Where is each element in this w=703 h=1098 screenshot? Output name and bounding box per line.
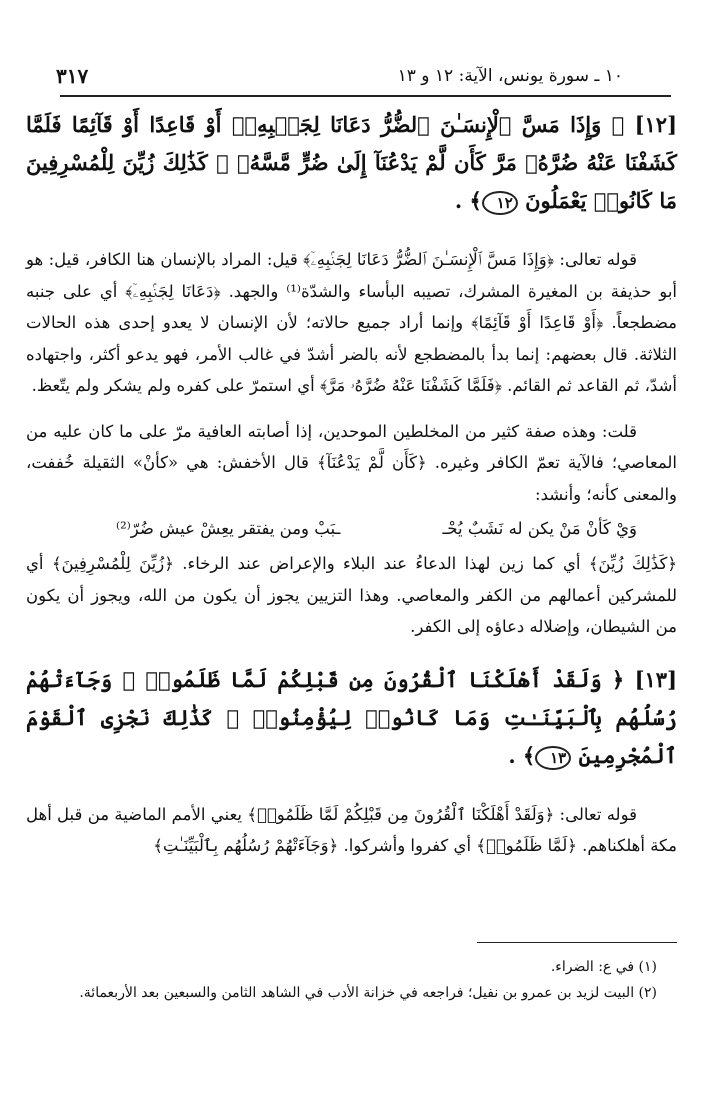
footnote: (٢) البيت لزيد بن عمرو بن نفيل؛ فراجعه في خزانة الأدب في الشاهد الثامن والسبعين بعد الأربعمائة.: [79, 985, 657, 1001]
commentary-paragraph: قلت: وهذه صفة كثير من المخلطين الموحدين، إذا أصابته العافية مرّ على ما كان عليه من المعاصي؛ فالآية تعمّ الكافر وغيره. ﴿كَأَن لَّمْ يَدْعُنَآ﴾ قال الأخفش: هي «كأنْ» الثقيلة خُففت، والمعنى كأنه؛ وأنشد:: [26, 421, 677, 504]
commentary-paragraph: قوله تعالى: ﴿وَإِذَا مَسَّ ٱلْإِنسَـٰنَ ٱلضُّرُّ دَعَانَا لِجَنۢبِهِۦٓ﴾ قيل: المراد بالإنسان هنا الكافر، قيل: هو أبو حذيفة بن المغيرة المشرك، تصيبه البأساء والشدّة⁽¹⁾ والجهد. ﴿دَعَانَا لِجَنۢبِهِۦٓ﴾ أي على جنبه مضطجعاً. ﴿أَوْ قَاعِدًا أَوْ قَآئِمًا﴾ وإنما أراد جميع حالاته؛ لأن الإنسان لا يعدو إحدى هذه الحالات الثلاثة. قال بعضهم: إنما بدأ بالمضطجع لأنه بالضر أشدّ في غالب الأمر، فهو يدعو أكثر، واجتهاده أشدّ، ثم القاعد ثم القائم. ﴿فَلَمَّا كَشَفْنَا عَنْهُ ضُرَّهُۥ مَرَّ﴾ أي استمرّ على كفره ولم يشكر ولم يتّعظ.: [26, 250, 678, 395]
commentary-paragraph: ﴿كَذَٰلِكَ زُيِّنَ﴾ أي كما زين لهذا الدعاءُ عند البلاء والإعراض عند الرخاء. ﴿زُيِّنَ لِلْمُسْرِفِينَ﴾ أي للمشركين أعمالهم من الكفر والمعاصي. وهذا التزيين يجوز أن يكون من الله، ويجوز أن يكون من الشيطان، وإضلاله دعاؤه إلى الكفر.: [26, 554, 677, 636]
verse-text: ﴿ وَلَقَدْ أَهْلَكْنَا ٱلْقُرُونَ مِن قَبْلِكُمْ لَمَّا ظَلَمُوا۟ ۙ وَجَآءَتْهُمْ رُسُلُهُم بِٱلْبَيِّنَـٰتِ وَمَا كَانُوا۟ لِيُؤْمِنُوا۟ ۚ كَذَٰلِكَ نَجْزِى ٱلْقَوْمَ ٱلْمُجْرِمِينَ: [26, 666, 677, 768]
verse-close: ﴾ .: [508, 742, 536, 768]
page-content: [26, 106, 677, 862]
page-number: ٣١٧: [56, 64, 89, 88]
poem-first-hemistich: وَيْ كَأنْ مَنْ يكن له نَشَبٌ يُحْـ: [442, 519, 637, 538]
verse-close: ﴾ .: [454, 188, 482, 213]
verse-end-mark: ١٣: [535, 746, 571, 770]
verse-number: [١٢]: [634, 112, 677, 137]
footnote: (١) في ع: الضراء.: [550, 959, 657, 975]
verse-number: [١٣]: [634, 666, 678, 692]
verse-text: ﴿ وَإِذَا مَسَّ ٱلْإِنسَـٰنَ ٱلضُّرُّ دَعَانَا لِجَنۢبِهِۦٓ أَوْ قَاعِدًا أَوْ قَآئِمًا فَلَمَّا كَشَفْنَا عَنْهُ ضُرَّهُۥ مَرَّ كَأَن لَّمْ يَدْعُنَآ إِلَىٰ ضُرٍّ مَّسَّهُۥ ۚ كَذَٰلِكَ زُيِّنَ لِلْمُسْرِفِينَ مَا كَانُوا۟ يَعْمَلُونَ: [26, 112, 677, 213]
verse-13: [26, 661, 677, 775]
poem-second-hemistich: ـبَبْ ومن يفتقر يعِشْ عيش ضُرّ⁽²⁾: [116, 519, 341, 538]
commentary-paragraph: قوله تعالى: ﴿وَلَقَدْ أَهْلَكْنَا ٱلْقُرُونَ مِن قَبْلِكُمْ لَمَّا ظَلَمُوا۟﴾ يعني الأمم الماضية من قبل أهل مكة أهلكناهم. ﴿لَمَّا ظَلَمُوا۟﴾ أي كفروا وأشركوا. ﴿وَجَآءَتْهُمْ رُسُلُهُم بِٱلْبَيِّنَـٰتِ﴾: [26, 804, 677, 855]
header-rule: [60, 95, 671, 97]
footnote-rule: [477, 942, 677, 943]
page-header: [56, 64, 623, 88]
footnotes: [26, 954, 677, 1006]
verse-12: [26, 106, 677, 220]
running-head: ١٠ ـ سورة يونس، الآية: ١٢ و ١٣: [397, 66, 623, 86]
verse-end-mark: ١٢: [482, 191, 518, 215]
poem-verse: [26, 512, 677, 546]
